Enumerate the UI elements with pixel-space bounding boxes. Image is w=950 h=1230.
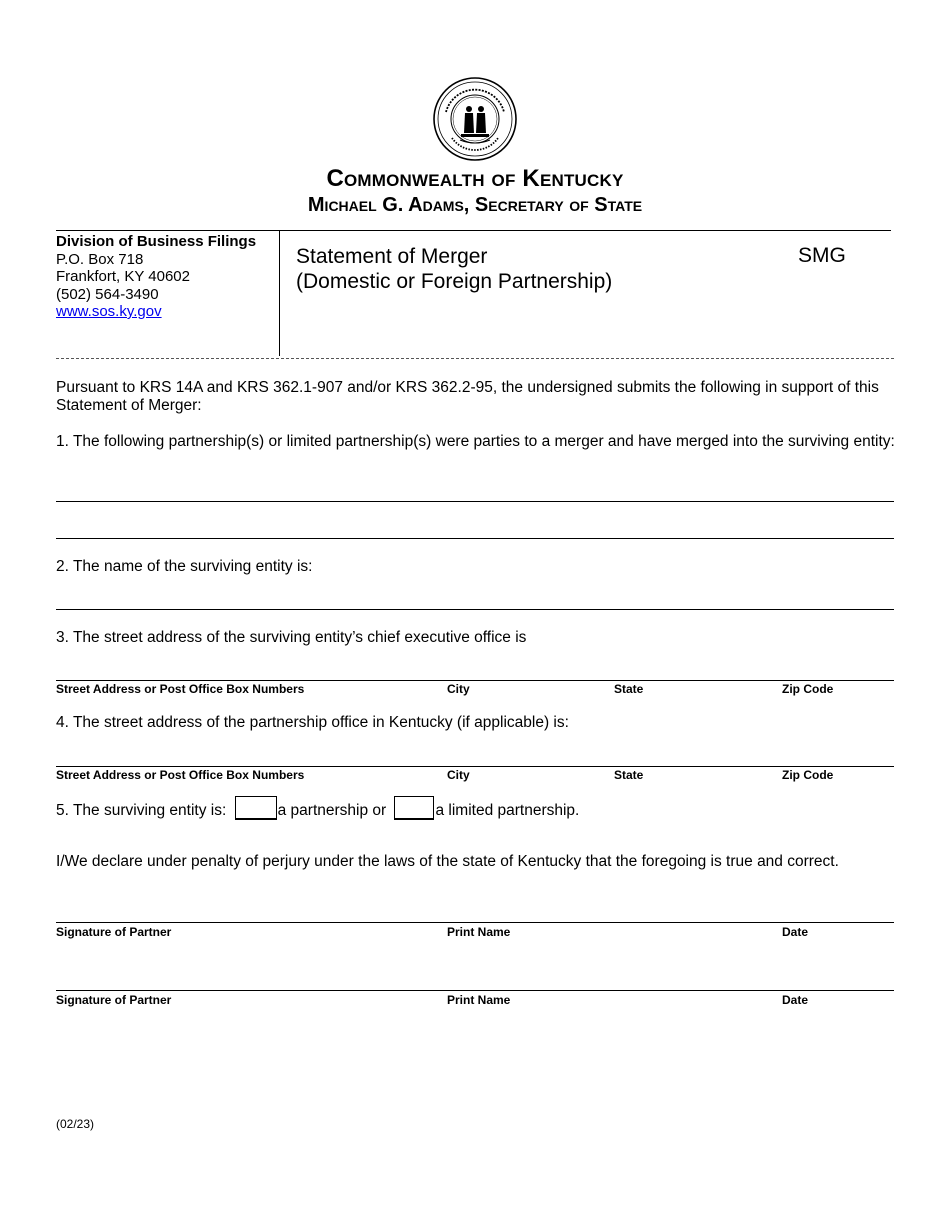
item-2-text: 2. The name of the surviving entity is: (56, 558, 313, 575)
item-5-row (56, 799, 896, 823)
header-bottom-rule (56, 358, 894, 359)
state-label: State (614, 682, 644, 696)
signature-line-2[interactable] (56, 990, 894, 991)
form-title-line1: Statement of Merger (296, 245, 488, 268)
limited-partnership-option-label: a limited partnership. (435, 802, 580, 820)
item-1-text: 1. The following partnership(s) or limited partnership(s) were parties to a merger and have merged into the surviving entity: (56, 433, 895, 450)
kentucky-seal-image (432, 76, 518, 162)
signature-label: Signature of Partner (56, 993, 172, 1007)
header-divider (279, 230, 280, 356)
form-code: SMG (798, 244, 846, 267)
website-link[interactable]: www.sos.ky.gov (56, 303, 162, 320)
item-3-text: 3. The street address of the surviving entity’s chief executive office is (56, 629, 527, 646)
header-top-rule (56, 230, 891, 231)
page-title: Commonwealth of Kentucky (326, 165, 624, 192)
phone-number: (502) 564-3490 (56, 285, 159, 303)
item-4-text: 4. The street address of the partnership office in Kentucky (if applicable) is: (56, 714, 569, 731)
item-5-text: 5. The surviving entity is: (56, 802, 227, 820)
state-label: State (614, 768, 644, 782)
declaration-text: I/We declare under penalty of perjury under the laws of the state of Kentucky that the foregoing is true and correct. (56, 853, 839, 870)
po-box: P.O. Box 718 (56, 250, 144, 268)
signature-line-1[interactable] (56, 922, 894, 923)
form-title-line2: (Domestic or Foreign Partnership) (296, 270, 613, 293)
partnership-option-label: a partnership or (277, 802, 387, 820)
revision-date: (02/23) (56, 1117, 95, 1131)
street-label: Street Address or Post Office Box Numbers (56, 682, 305, 696)
page-subtitle: Michael G. Adams, Secretary of State (307, 194, 643, 216)
merged-entities-line-1[interactable] (56, 501, 894, 502)
surviving-entity-name-line[interactable] (56, 609, 894, 610)
print-name-label: Print Name (447, 925, 511, 939)
form-title (296, 244, 612, 294)
city-label: City (447, 682, 470, 696)
zip-label: Zip Code (782, 768, 834, 782)
street-label: Street Address or Post Office Box Numbers (56, 768, 305, 782)
office-address-block (56, 233, 256, 321)
date-label: Date (782, 993, 809, 1007)
kentucky-office-address-line[interactable] (56, 766, 894, 767)
division-name: Division of Business Filings (56, 233, 257, 250)
signature-label: Signature of Partner (56, 925, 172, 939)
date-label: Date (782, 925, 809, 939)
zip-label: Zip Code (782, 682, 834, 696)
merged-entities-line-2[interactable] (56, 538, 894, 539)
city-state-zip: Frankfort, KY 40602 (56, 268, 190, 285)
limited-partnership-checkbox[interactable] (394, 796, 434, 820)
partnership-checkbox[interactable] (235, 796, 277, 820)
city-label: City (447, 768, 470, 782)
print-name-label: Print Name (447, 993, 511, 1007)
chief-office-address-line[interactable] (56, 680, 894, 681)
intro-paragraph: Pursuant to KRS 14A and KRS 362.1-907 and/or KRS 362.2-95, the undersigned submits the following in support of this Statement of Merger: (56, 379, 879, 414)
